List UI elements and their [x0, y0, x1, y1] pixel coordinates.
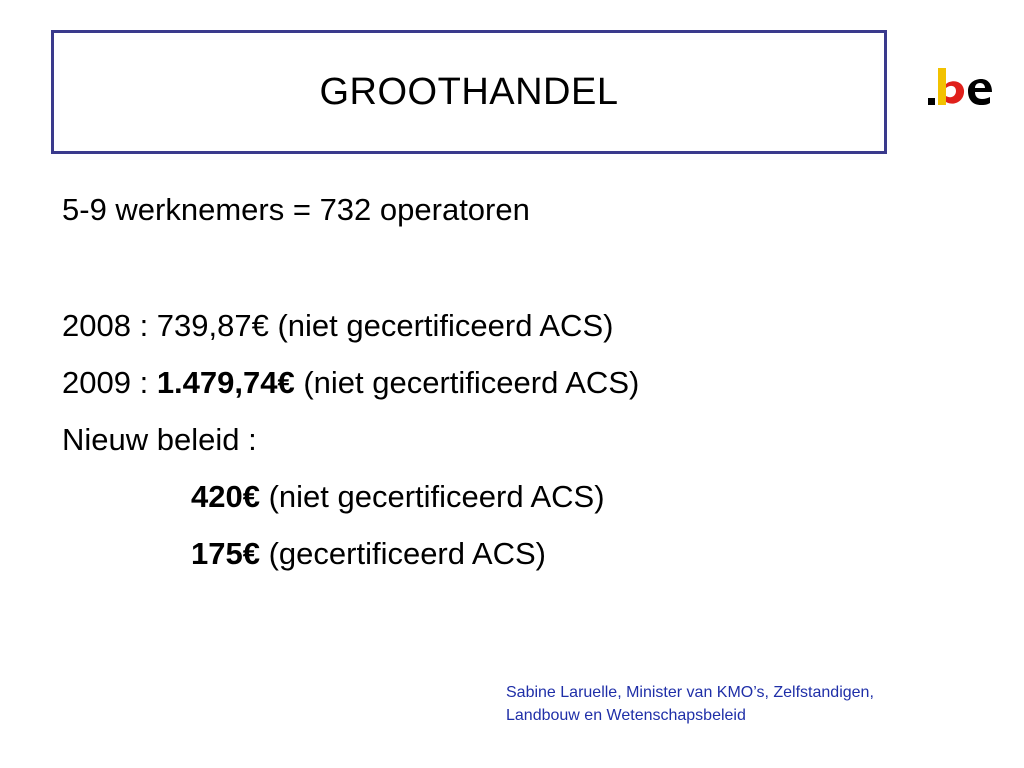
footer-line-1: Sabine Laruelle, Minister van KMO’s, Zelfstandigen, [506, 684, 874, 701]
be-logo-b-stem [938, 68, 946, 105]
be-logo [928, 60, 992, 110]
footer-credit [506, 681, 1006, 727]
new-policy-line: Nieuw beleid : [62, 422, 257, 457]
policy-uncertified-amount: 420€ [191, 479, 260, 514]
be-logo-b-bowl [946, 81, 964, 103]
slide-content [62, 190, 962, 574]
slide-title: GROOTHANDEL [319, 70, 619, 113]
employees-line: 5-9 werknemers = 732 operatoren [62, 192, 530, 227]
policy-certified-suffix: (gecertificeerd ACS) [259, 536, 546, 571]
footer-line-2: Landbouw en Wetenschapsbeleid [506, 707, 746, 724]
policy-certified-line [62, 534, 962, 574]
policy-uncertified-line [62, 477, 962, 517]
year-2008-line: 2008 : 739,87€ (niet gecertificeerd ACS) [62, 308, 614, 343]
policy-uncertified-suffix: (niet gecertificeerd ACS) [259, 479, 605, 514]
year-2009-line [62, 363, 962, 403]
year-2009-suffix: (niet gecertificeerd ACS) [294, 365, 640, 400]
policy-certified-amount: 175€ [191, 536, 260, 571]
be-logo-dot [928, 98, 935, 105]
be-logo-e [968, 79, 992, 105]
year-2009-prefix: 2009 : [62, 365, 157, 400]
year-2009-amount: 1.479,74€ [156, 365, 295, 400]
title-box [51, 30, 887, 154]
